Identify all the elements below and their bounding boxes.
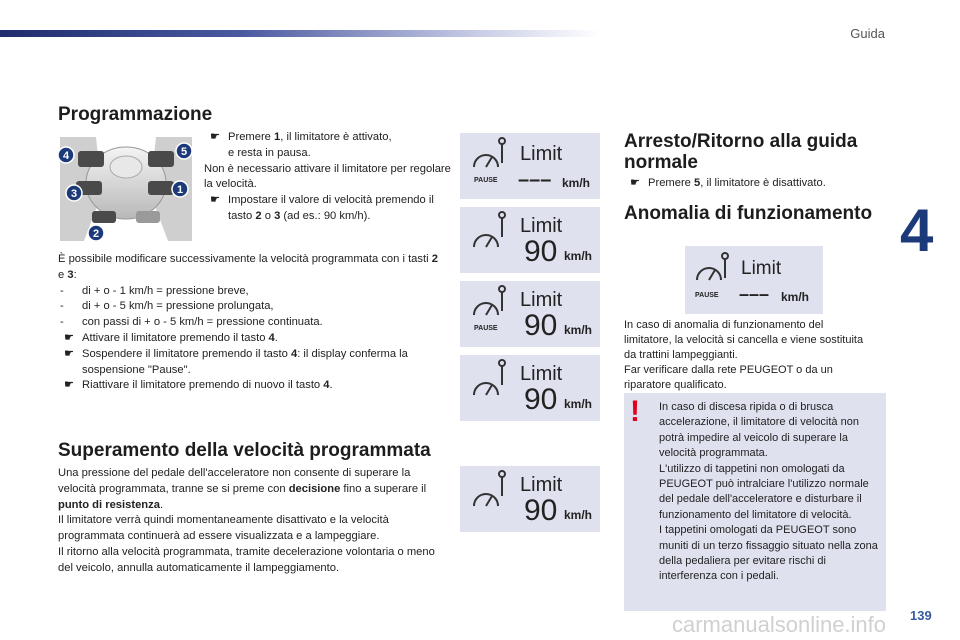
override-p2: Il limitatore verrà quindi momentaneamente disattivato e la velocità programmata continuerà ad essere visualizzata e a lampeggiare. [58,514,389,543]
watermark: carmanualsonline.info [672,612,887,637]
unit-label: km/h [564,249,593,263]
pause-label: PAUSE [474,325,498,332]
unit-label: km/h [564,323,593,337]
chapter-number: 4 [900,197,934,264]
display-90-resumed [460,355,600,421]
step-pause-line: e resta in pausa. [228,146,311,159]
display-pause-dashes [460,133,600,199]
speed-value: 90 [524,494,558,527]
header-bar [0,30,600,37]
step-resume: ☛ Riattivare il limitatore premendo di nuovo il tasto 4. [58,378,442,394]
speed-value: 90 [524,383,558,416]
limit-label: Limit [520,289,563,311]
unit-label: km/h [781,290,810,304]
unit-label: km/h [564,397,593,411]
programming-title: Programmazione [58,104,213,125]
display-fault [685,246,823,314]
fault-text-1: In caso di anomalia di funzionamento del limitatore, la velocità si cancella e viene sostituita da trattini lampeggianti. [624,319,864,361]
speed-value: 90 [524,309,558,342]
warning-icon: ! [630,395,640,428]
speed-value: 90 [524,235,558,268]
speed-dashes: ––– [739,284,770,304]
step-activate: ☛ Attivare il limitatore premendo il tasto 4. [58,331,442,347]
limit-label: Limit [520,143,563,165]
bullet-icon: ☛ [64,379,75,392]
callout-3: 3 [70,188,78,200]
dash-item: - di + o - 5 km/h = pressione prolungata, [60,300,274,313]
fault-title: Anomalia di funzionamento [624,203,873,224]
step-set-speed: ☛ Impostare il valore di velocità premendo il tasto 2 o 3 (ad es.: 90 km/h). [210,194,434,222]
dash-item: - con passi di + o - 5 km/h = pressione continuata. [60,316,323,329]
limit-label: Limit [520,363,563,385]
display-90 [460,207,600,273]
stop-title: Arresto/Ritorno alla guida normale [624,131,858,173]
bullet-icon: ☛ [630,177,641,189]
bullet-icon: ☛ [64,347,75,360]
display-90-override [460,466,600,532]
step-press-1: ☛ Premere 1, il limitatore è attivato, [204,130,452,146]
override-p1: Una pressione del pedale dell'acceleratore non consente di superare la velocità programmata, tranne se si preme con decisione fino a superare il punto di resistenza. [58,467,427,511]
section-title: Guida [850,26,885,41]
callout-5: 5 [180,146,188,158]
fault-text-2: Far verificare dalla rete PEUGEOT o da un riparatore qualificato. [624,364,833,391]
limit-label: Limit [520,215,563,237]
override-title: Superamento della velocità programmata [58,440,431,461]
limit-label: Limit [520,474,563,496]
warning-line: L'utilizzo di tappetini non omologati da PEUGEOT può intralciare l'utilizzo normale del pedale dell'acceleratore e disturbare il funzionamento del limitatore di velocità. [659,462,869,521]
bullet-icon: ☛ [64,331,75,344]
pause-label: PAUSE [695,292,719,299]
callout-1: 1 [176,184,184,196]
programming-note: Non è necessario attivare il limitatore per regolare la velocità. [204,162,451,191]
limit-label: Limit [741,258,782,279]
fault-text [624,318,874,393]
warning-line: I tappetini omologati da PEUGEOT sono muniti di un terzo fissaggio situato nella zona della pedaliera per evitare rischi di interferenza con i pedali. [659,524,878,583]
unit-label: km/h [562,176,591,190]
page-number: 139 [910,608,932,623]
callout-4: 4 [62,150,70,162]
pause-label: PAUSE [474,177,498,184]
warning-text [659,400,881,585]
modify-intro: È possibile modificare successivamente la velocità programmata con i tasti 2 e 3: [58,253,438,281]
display-pause-90 [460,281,600,347]
warning-box [624,393,886,611]
unit-label: km/h [564,508,593,522]
callout-2: 2 [92,228,100,240]
modify-speed-block [58,252,442,394]
override-text [58,466,442,577]
dash-item: - di + o - 1 km/h = pressione breve, [60,284,249,297]
steering-controls-diagram [56,133,196,245]
stop-step: ☛ Premere 5, il limitatore è disattivato. [624,176,894,192]
step-suspend: ☛ Sospendere il limitatore premendo il tasto 4: il display conferma la sospensione "Pause". [64,347,408,376]
warning-line: In caso di discesa ripida o di brusca accelerazione, il limitatore di velocità non potrà impedire al veicolo di superare la velocità programmata. [659,401,859,460]
programming-steps [204,130,452,225]
speed-dashes: ––– [518,169,552,191]
bullet-icon: ☛ [210,194,221,207]
bullet-icon: ☛ [210,131,221,143]
override-p3: Il ritorno alla velocità programmata, tramite decelerazione volontaria o meno del veicolo, annulla automaticamente il lampeggiamento. [58,545,435,574]
